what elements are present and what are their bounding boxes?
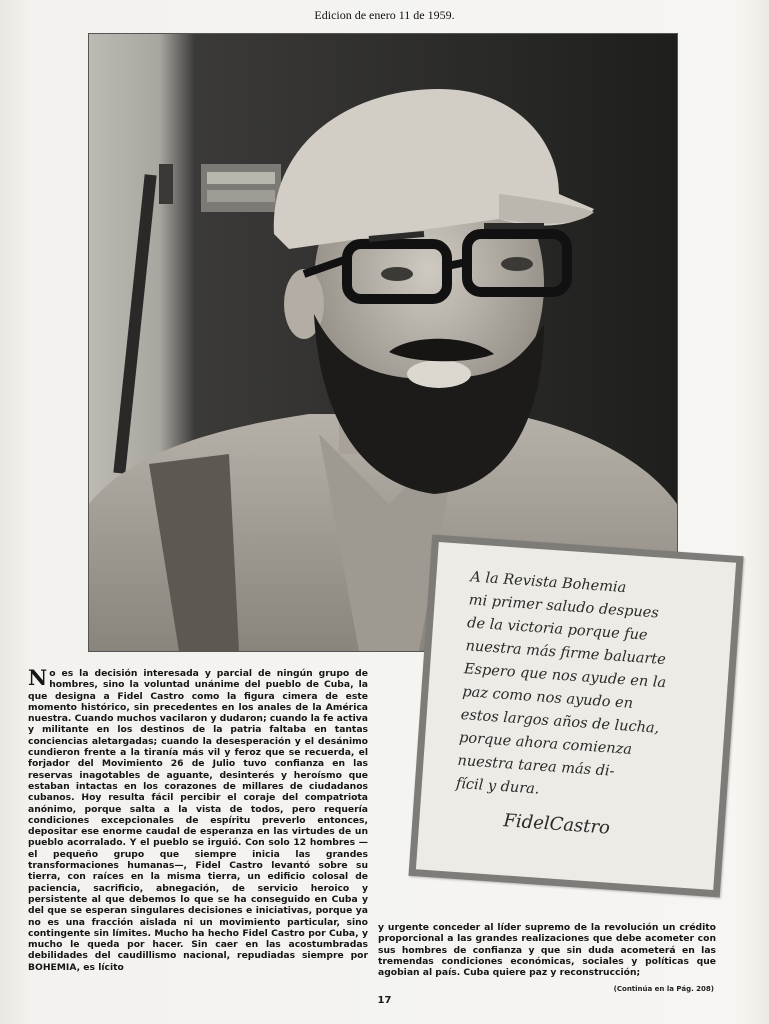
- letter-line: nuestra tarea más di-: [457, 752, 615, 780]
- article-column-2: y urgente conceder al líder supremo de la revolución un crédito proporcional a las grandes realizaciones que debe acometer con sus hombres de confianza y que sin duda acometerá en las tremendas condiciones económicas, sociales y políticas que agobian al país. Cuba quiere paz y reconstrucción;: [378, 922, 716, 979]
- handwritten-letter: [408, 535, 743, 898]
- letter-line: Espero que nos ayude en la: [463, 661, 667, 692]
- letter-line: nuestra más firme baluarte: [465, 638, 667, 669]
- letter-line: estos largos años de lucha,: [460, 706, 660, 737]
- letter-line: mi primer saludo despues: [468, 592, 660, 622]
- article-text-1: o es la decisión interesada y parcial de ningún grupo de hombres, sino la voluntad unánime del pueblo de Cuba, la que designa a Fidel Castro como la figura cimera de este momento histórico, sin precedentes en los anales de la América nuestra. Cuando muchos vacilaron y dudaron; cuando la fe activa y militante en los destinos de la patria faltaba en tantas conciencias aletargadas; cuando la desesperación y el desánimo cundieron frente a la tiranía más vil y feroz que se recuerda, el forjador del Movimiento 26 de Julio tuvo confianza en las reservas inagotables de aguante, desinterés y heroísmo que estaban intactas en los corazones de millares de ciudadanos cubanos. Hoy resulta fácil percibir el coraje del compatriota anónimo, porque salta a la vista de todos, pero requería condiciones excepcionales de espíritu preverlo entonces, depositar ese enorme caudal de esperanza en las virtudes de un pueblo acorralado. Y el pueblo se irguió. Con solo 12 hombres —el pequeño grupo que siempre inicia las grandes transformaciones humanas—, Fidel Castro levantó sobre su tierra, con raíces en la misma tierra, un edificio colosal de paciencia, sacrificio, abnegación, de servicio heroico y persistente al que debemos lo que se ha conseguido en Cuba y del que se esperan singulares decisiones e iniciativas, porque ya no es una fracción aislada ni un movimiento particular, sino contingente sin límites. Mucho ha hecho Fidel Castro por Cuba, y mucho le queda por hacer. Sin caer en las acostumbradas debilidades del caudillismo nacional, repudiadas siempre por BOHEMIA, es lícito: [28, 668, 369, 973]
- letter-line: porque ahora comienza: [458, 729, 633, 758]
- letter-line: paz como nos ayudo en: [461, 684, 634, 712]
- continued-note: (Continúa en la Pág. 208): [613, 985, 714, 993]
- letter-paper: [416, 542, 736, 890]
- signature: FidelCastro: [502, 810, 611, 839]
- letter-line: A la Revista Bohemia: [469, 569, 627, 597]
- page-number: 17: [377, 995, 392, 1006]
- article-column-1: [28, 665, 369, 973]
- edition-caption: Edicion de enero 11 de 1959.: [314, 8, 455, 22]
- drop-cap: N: [28, 665, 48, 690]
- letter-line: de la victoria porque fue: [466, 615, 649, 644]
- letter-line: fícil y dura.: [455, 775, 540, 798]
